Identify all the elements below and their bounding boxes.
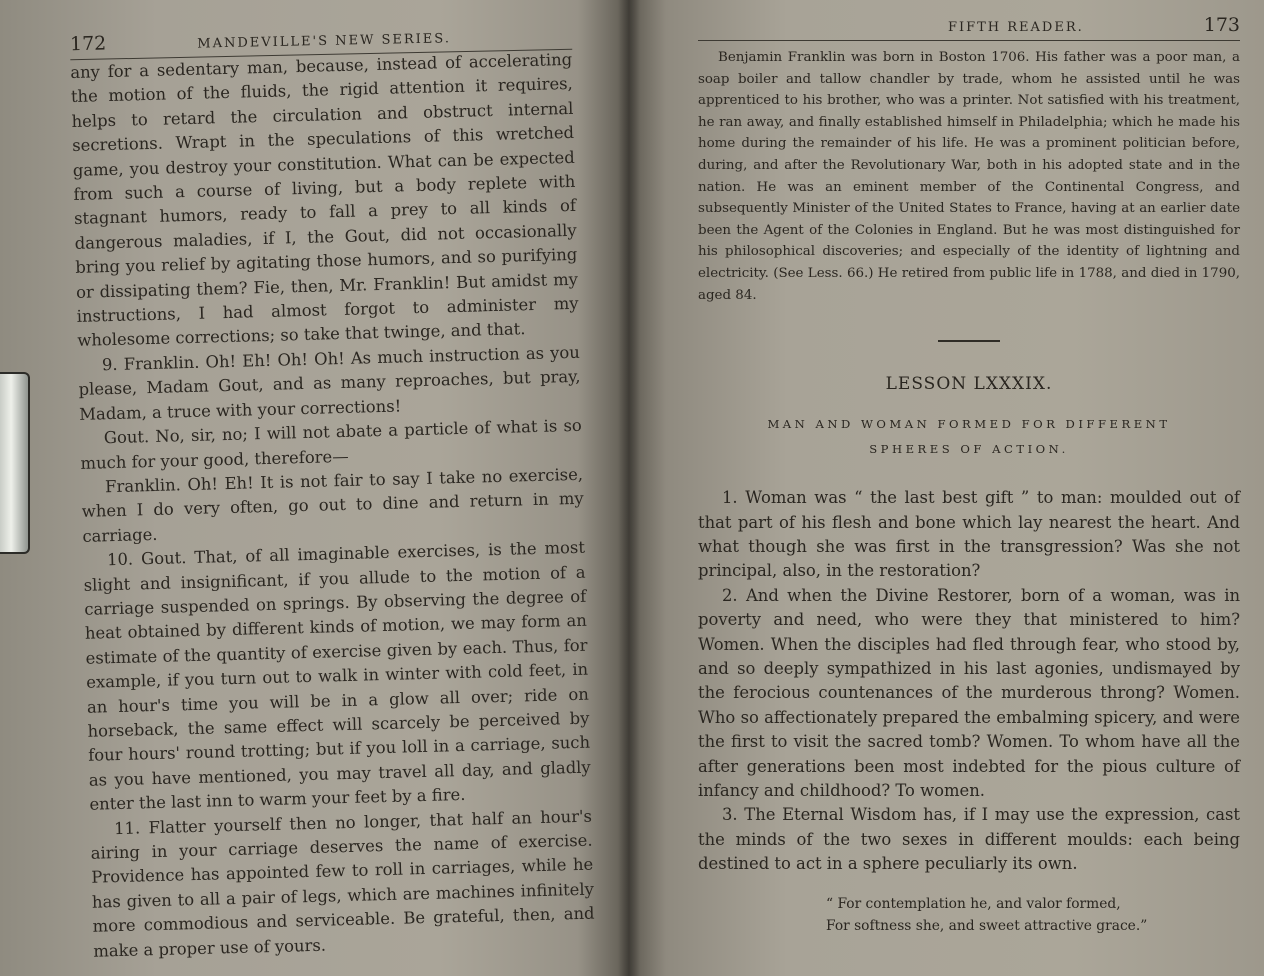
verse-line: For softness she, and sweet attractive grace.” bbox=[826, 917, 1148, 934]
right-page-number: 173 bbox=[1203, 14, 1240, 36]
paragraph: 9. Franklin. Oh! Eh! Oh! Oh! As much instruction as you please, Madam Gout, and as many reproaches, but pray, Madam, a truce with your corrections! bbox=[78, 342, 581, 424]
right-running-head bbox=[698, 14, 1240, 41]
biographical-note bbox=[698, 47, 1240, 306]
left-page bbox=[0, 0, 628, 976]
verse-line: “ For contemplation he, and valor formed, bbox=[826, 895, 1121, 912]
note-text: Benjamin Franklin was born in Boston 1706. His father was a poor man, a soap boiler and tallow chandler by trade, whom he assisted until he was apprenticed to his brother, who was a printer. Not satisfied with his treatment, he ran away, and finally established himself in Philadelphia; which he made his home during the remainder of his life. He was a prominent politician before, during, and after the Revolutionary War, both in his adopted state and in the nation. He was an eminent member of the Continental Congress, and subsequently Minister of the United States to France, having at an earlier date been the Agent of the Colonies in England. But he was most distinguished for his philosophical discoveries; and especially of the identity of lightning and electricity. (See Less. 66.) He retired from public life in 1788, and died in 1790, aged 84. bbox=[698, 50, 1240, 303]
right-running-title: FIFTH READER. bbox=[947, 20, 1084, 35]
lesson-subtitle-line: SPHERES OF ACTION. bbox=[869, 442, 1069, 457]
page-clip bbox=[0, 372, 30, 554]
paragraph: 2. And when the Divine Restorer, born of a woman, was in poverty and need, who were they that ministered to him? Women. When the disciples had fled through fear, who stood by, and so deeply sympathized in his last agonies, undismayed by the ferocious countenances of the murderous throng? Women. Who so affectionately prepared the embalming spicery, and were the first to visit the sacred tomb? Women. To whom have all the after generations been most indebted for the pious culture of infancy and childhood? To women. bbox=[698, 585, 1240, 800]
right-body-text bbox=[698, 486, 1240, 877]
lesson-subtitle bbox=[698, 412, 1240, 462]
paragraph: 1. Woman was “ the last best gift ” to man: moulded out of that part of his flesh and bone which lay nearest the heart. And what though she was first in the transgression? Was she not principal, also, in the restoration? bbox=[698, 488, 1240, 581]
paragraph: 3. The Eternal Wisdom has, if I may use the expression, cast the minds of the two sexes in different moulds: each being destined to act in a sphere peculiarly its own. bbox=[698, 805, 1240, 874]
paragraph: 11. Flatter yourself then no longer, that half an hour's airing in your carriage deserves the name of exercise. Providence has appointed few to roll in carriages, while he has given to all a pair of legs, which are machines infinitely more commodious and serviceable. Be grateful, then, and make a proper use of yours. bbox=[90, 806, 595, 961]
verse-quote bbox=[698, 893, 1240, 937]
lesson-subtitle-line: MAN AND WOMAN FORMED FOR DIFFERENT bbox=[767, 417, 1171, 432]
paragraph: any for a sedentary man, because, instead of accelerating the motion of the fluids, the rigid attention it requires, helps to retard the circulation and obstruct internal secretions. Wrapt in the speculations of this wretched game, you destroy your constitution. What can be expected from such a course of living, but a body replete with stagnant humors, ready to fall a prey to all kinds of dangerous maladies, if I, the Gout, did not occasionally bring you relief by agitating those humors, and so purifying or dissipating them? Fie, then, Mr. Franklin! But amidst my instructions, I had almost forgot to administer my wholesome corrections; so take that twinge, and that. bbox=[70, 49, 579, 351]
left-page-number: 172 bbox=[69, 32, 107, 56]
paragraph: Franklin. Oh! Eh! It is not fair to say I take no exercise, when I do very often, go out to dine and return in my carriage. bbox=[81, 464, 584, 546]
paragraph: Gout. No, sir, no; I will not abate a particle of what is so much for your good, therefore— bbox=[80, 415, 582, 473]
left-body-text bbox=[70, 48, 595, 964]
lesson-title: LESSON LXXXIX. bbox=[885, 374, 1053, 395]
section-divider bbox=[938, 340, 1000, 342]
paragraph: 10. Gout. That, of all imaginable exercises, is the most slight and insignificant, if you allude to the motion of a carriage suspended on springs. By observing the degree of heat obtained by different kinds of motion, we may form an estimate of the quantity of exercise given by each. Thus, for example, if you turn out to walk in winter with cold feet, in an hour's time you will be in a glow all over; ride on horseback, the same effect will scarcely be perceived by four hours' round trotting; but if you loll in a carriage, such as you have mentioned, you may travel all day, and gladly enter the last inn to warm your feet by a fire. bbox=[83, 537, 591, 814]
left-running-title: MANDEVILLE'S NEW SERIES. bbox=[197, 31, 452, 52]
right-page bbox=[628, 0, 1264, 976]
book-gutter bbox=[618, 0, 640, 976]
